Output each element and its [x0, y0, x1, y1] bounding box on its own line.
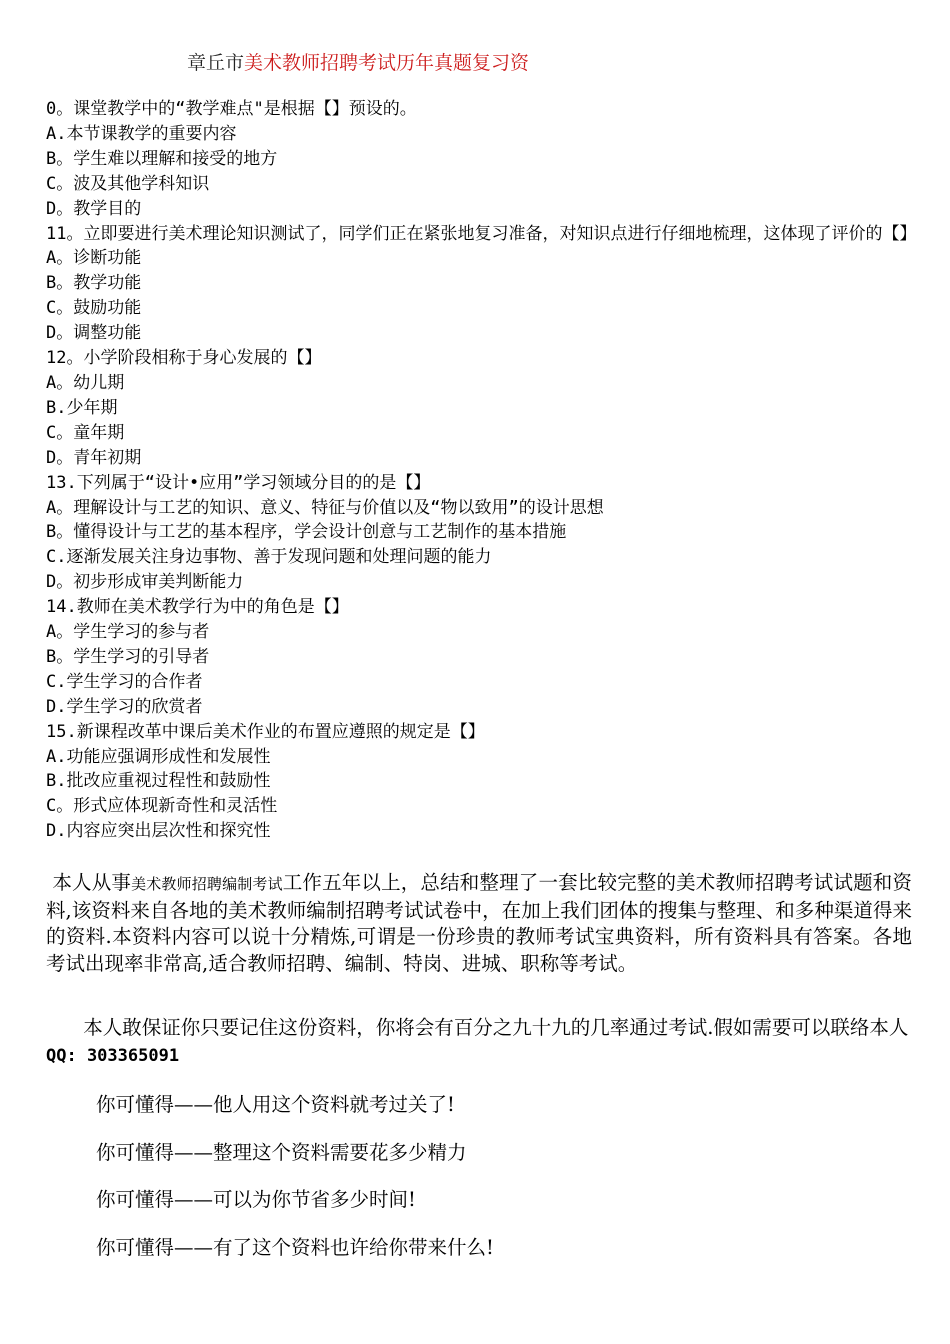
promo-paragraph: [46, 870, 912, 977]
question: [46, 97, 926, 222]
know-line: 你可懂得——可以为你节省多少时间!: [96, 1188, 416, 1211]
question-stem: 13.下列属于“设计•应用”学习领域分目的的是【】: [46, 472, 431, 493]
option: A。诊断功能: [46, 248, 142, 269]
promo-small-text: 美术教师招聘编制考试: [131, 875, 283, 893]
option: D。调整功能: [46, 323, 142, 344]
option: B。教学功能: [46, 273, 142, 294]
question-stem: 12。小学阶段相称于身心发展的【】: [46, 348, 322, 369]
question-stem: 15.新课程改革中课后美术作业的布置应遵照的规定是【】: [46, 721, 485, 742]
option: C.学生学习的合作者: [46, 671, 203, 692]
option: D。初步形成审美判断能力: [46, 572, 244, 593]
option: D。教学目的: [46, 198, 142, 219]
question: [46, 222, 926, 347]
question: [46, 595, 926, 720]
know-line: 你可懂得——他人用这个资料就考过关了!: [96, 1093, 455, 1116]
option: C。童年期: [46, 422, 125, 443]
know-line: 你可懂得——整理这个资料需要花多少精力: [96, 1141, 467, 1164]
guarantee-paragraph: [46, 1014, 912, 1070]
question: [46, 720, 926, 845]
option: C.逐渐发展关注身边事物、善于发现问题和处理问题的能力: [46, 547, 492, 568]
question-stem: 0。课堂教学中的“教学难点"是根据【】预设的。: [46, 99, 417, 119]
question-stem: 14.教师在美术教学行为中的角色是【】: [46, 597, 349, 618]
option: A。理解设计与工艺的知识、意义、特征与价值以及“物以致用”的设计思想: [46, 497, 604, 518]
option: A。幼儿期: [46, 372, 125, 393]
option: C。形式应体现新奇性和灵活性: [46, 796, 278, 817]
guarantee-text: 本人敢保证你只要记住这份资料，你将会有百分之九十九的几率通过考试.假如需要可以联络本人: [83, 1016, 909, 1039]
question: [46, 346, 926, 471]
option: C。鼓励功能: [46, 298, 142, 319]
header-prefix: 章丘市: [187, 52, 245, 74]
promo-rest: 工作五年以上，总结和整理了一套比较完整的美术教师招聘考试试题和资料,该资料来自各地的美术教师编制招聘考试试卷中，在加上我们团体的搜集与整理、和多种渠道得来的资料.本资料内容可以说十分精炼,可谓是一份珍贵的教师考试宝典资料，所有资料具有答案。各地考试出现率非常高,适合教师招聘、编制、特岗、进城、职称等考试。: [46, 871, 912, 975]
question: [46, 471, 926, 596]
question-list: [46, 97, 926, 844]
question-stem: 11。立即要进行美术理论知识测试了，同学们正在紧张地复习准备，对知识点进行仔细地梳理，这体现了评价的【】: [46, 223, 917, 244]
qq-number: QQ: 303365091: [46, 1046, 180, 1066]
option: B.批改应重视过程性和鼓励性: [46, 771, 271, 792]
option: A.本节课教学的重要内容: [46, 123, 237, 144]
option: A。学生学习的参与者: [46, 622, 210, 643]
option: D。青年初期: [46, 447, 142, 468]
option: B。学生难以理解和接受的地方: [46, 148, 278, 169]
option: B。学生学习的引导者: [46, 646, 210, 667]
option: B.少年期: [46, 397, 118, 418]
option: C。波及其他学科知识: [46, 173, 210, 194]
promo-lead: 本人从事: [52, 871, 132, 894]
option: B。懂得设计与工艺的基本程序，学会设计创意与工艺制作的基本措施: [46, 522, 567, 543]
option: A.功能应强调形成性和发展性: [46, 746, 271, 767]
know-line: 你可懂得——有了这个资料也许给你带来什么!: [96, 1236, 494, 1259]
option: D.内容应突出层次性和探究性: [46, 821, 271, 842]
page-header: [187, 48, 529, 75]
header-title: 美术教师招聘考试历年真题复习资: [244, 52, 530, 74]
option: D.学生学习的欣赏者: [46, 696, 203, 717]
